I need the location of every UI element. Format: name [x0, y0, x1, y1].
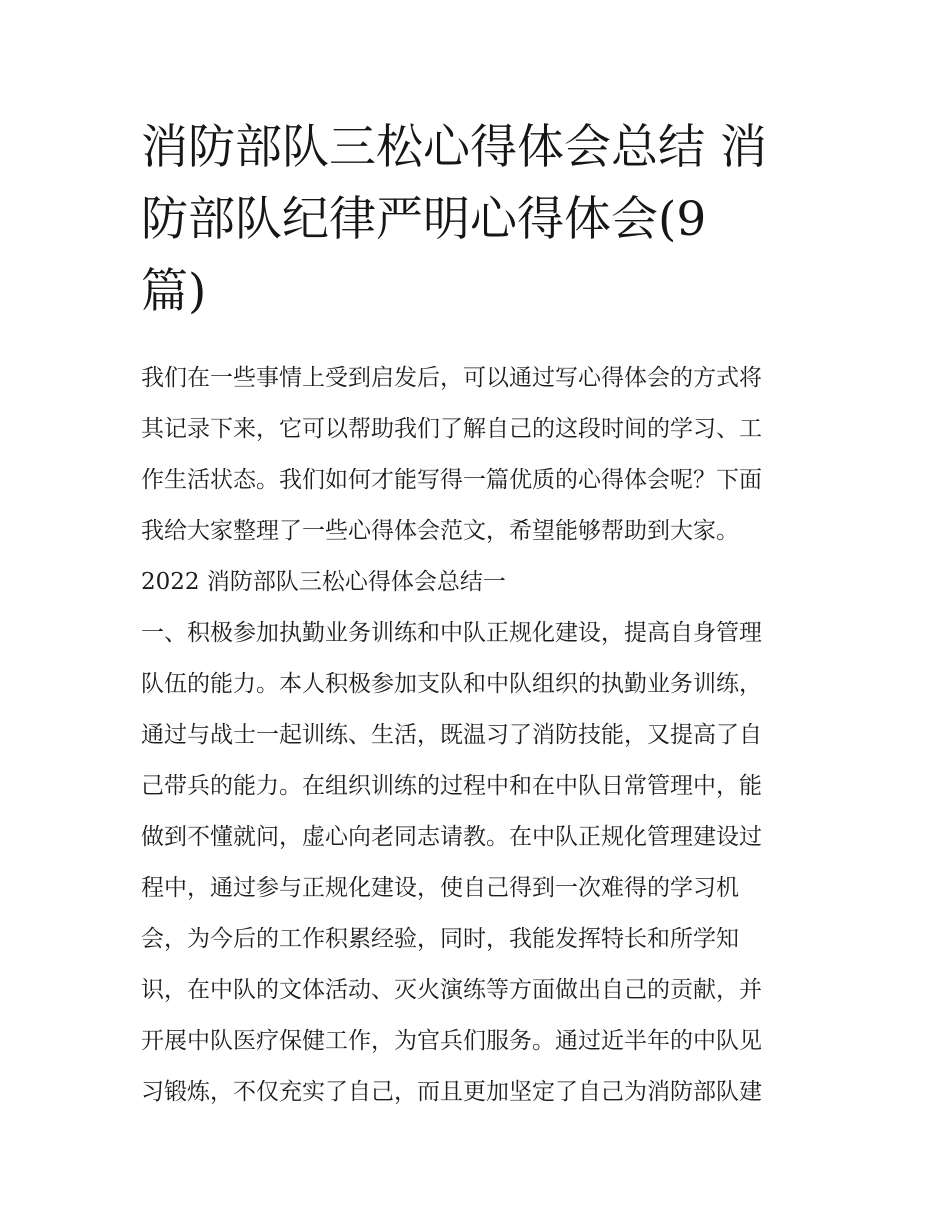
section-heading-text: 2022 消防部队三松心得体会总结一: [141, 569, 506, 595]
text-line: 己带兵的能力。在组织训练的过程中和在中队日常管理中，能: [141, 773, 762, 799]
section-paragraph: [141, 608, 811, 1118]
text-line: 识，在中队的文体活动、灭火演练等方面做出自己的贡献，并: [141, 977, 762, 1003]
text-line: 程中，通过参与正规化建设，使自己得到一次难得的学习机: [141, 875, 739, 901]
text-line: 习锻炼，不仅充实了自己，而且更加坚定了自己为消防部队建: [141, 1079, 762, 1105]
text-line: 我们在一些事情上受到启发后，可以通过写心得体会的方式将: [141, 365, 762, 391]
document-title: [141, 112, 811, 328]
text-line: 我给大家整理了一些心得体会范文，希望能够帮助到大家。: [141, 518, 739, 544]
title-line: 防部队纪律严明心得体会(9: [141, 192, 707, 247]
section-heading: [141, 557, 811, 608]
text-line: 一、积极参加执勤业务训练和中队正规化建设，提高自身管理: [141, 620, 762, 646]
text-line: 其记录下来，它可以帮助我们了解自己的这段时间的学习、工: [141, 416, 762, 442]
text-line: 开展中队医疗保健工作，为官兵们服务。通过近半年的中队见: [141, 1028, 762, 1054]
title-line: 消防部队三松心得体会总结 消: [141, 120, 767, 175]
text-line: 作生活状态。我们如何才能写得一篇优质的心得体会呢？下面: [141, 467, 762, 493]
text-line: 队伍的能力。本人积极参加支队和中队组织的执勤业务训练，: [141, 671, 762, 697]
text-line: 通过与战士一起训练、生活，既温习了消防技能，又提高了自: [141, 722, 762, 748]
text-line: 做到不懂就问，虚心向老同志请教。在中队正规化管理建设过: [141, 824, 762, 850]
text-line: 会，为今后的工作积累经验，同时，我能发挥特长和所学知: [141, 926, 739, 952]
title-line: 篇): [141, 264, 207, 319]
intro-paragraph: [141, 353, 811, 557]
